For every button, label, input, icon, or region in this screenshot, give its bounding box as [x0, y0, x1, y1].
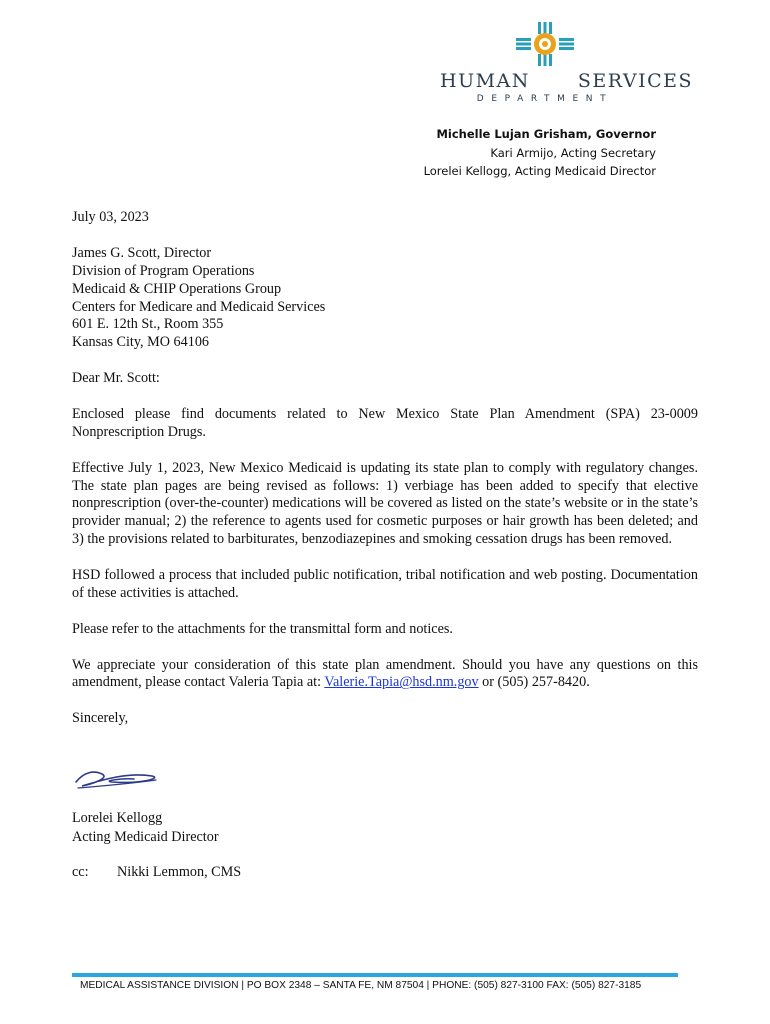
address-line: 601 E. 12th St., Room 355 [72, 316, 224, 333]
cc-value: Nikki Lemmon, CMS [117, 864, 242, 880]
closing-salutation: Sincerely, [72, 710, 129, 727]
contact-phone-text: or (505) 257-8420. [478, 674, 590, 691]
handwritten-signature [72, 764, 162, 796]
hsd-logo [440, 22, 694, 104]
paragraph-process: HSD followed a process that included public notification, tribal notification and web posting. Documentation of these activities is attached. [72, 567, 698, 601]
paragraph-contact [72, 657, 698, 693]
contact-email-link[interactable]: Valerie.Tapia@hsd.nm.gov [324, 674, 479, 691]
logo-subtitle: DEPARTMENT [476, 94, 614, 104]
letter-body [72, 209, 698, 746]
director-line: Lorelei Kellogg, Acting Medicaid Director [423, 164, 656, 178]
signature-block [72, 809, 219, 846]
logo-word-left: HUMAN [440, 70, 530, 92]
address-line: Centers for Medicare and Medicaid Services [72, 298, 326, 315]
address-line: Division of Program Operations [72, 262, 255, 279]
address-line: Medicaid & CHIP Operations Group [72, 280, 282, 297]
zia-sun-icon [512, 22, 578, 70]
address-line: Kansas City, MO 64106 [72, 334, 210, 351]
paragraph-enclosed: Enclosed please find documents related to New Mexico State Plan Amendment (SPA) 23-0009 Nonprescription Drugs. [72, 405, 698, 440]
logo-wordmark [440, 70, 694, 92]
paragraph-attachments: Please refer to the attachments for the transmittal form and notices. [72, 620, 453, 637]
cc-line [72, 864, 241, 881]
cc-label: cc: [72, 864, 89, 880]
signer-title: Acting Medicaid Director [72, 828, 219, 845]
logo-word-right: SERVICES [577, 70, 694, 92]
officials-block [424, 125, 656, 181]
letter-date: July 03, 2023 [72, 209, 149, 225]
secretary-line: Kari Armijo, Acting Secretary [490, 145, 656, 160]
footer-divider [72, 973, 678, 977]
address-line: James G. Scott, Director [72, 244, 212, 261]
contact-text: We appreciate your consideration of this state plan amendment. Should you have any questions on this amendment, please contact Valeria Tapia at: [72, 656, 698, 691]
footer-address: MEDICAL ASSISTANCE DIVISION | PO BOX 2348 – SANTA FE, NM 87504 | PHONE: (505) 827-3100 FAX: (505) 827-3185 [80, 980, 642, 991]
salutation: Dear Mr. Scott: [72, 370, 160, 387]
signer-name: Lorelei Kellogg [72, 810, 163, 826]
recipient-address [72, 245, 698, 352]
paragraph-changes: Effective July 1, 2023, New Mexico Medicaid is updating its state plan to comply with regulatory changes. The state plan pages are being revised as follows: 1) verbiage has been added to specify that elective nonprescription (over-the-counter) medications will be covered as listed on the state’s website or in the state’s provider manual; 2) the reference to agents used for cosmetic purposes or hair growth has been deleted; and 3) the provisions related to barbiturates, benzodiazepines and smoking cessation drugs has been removed. [72, 459, 698, 548]
governor-line: Michelle Lujan Grisham, Governor [436, 127, 656, 141]
